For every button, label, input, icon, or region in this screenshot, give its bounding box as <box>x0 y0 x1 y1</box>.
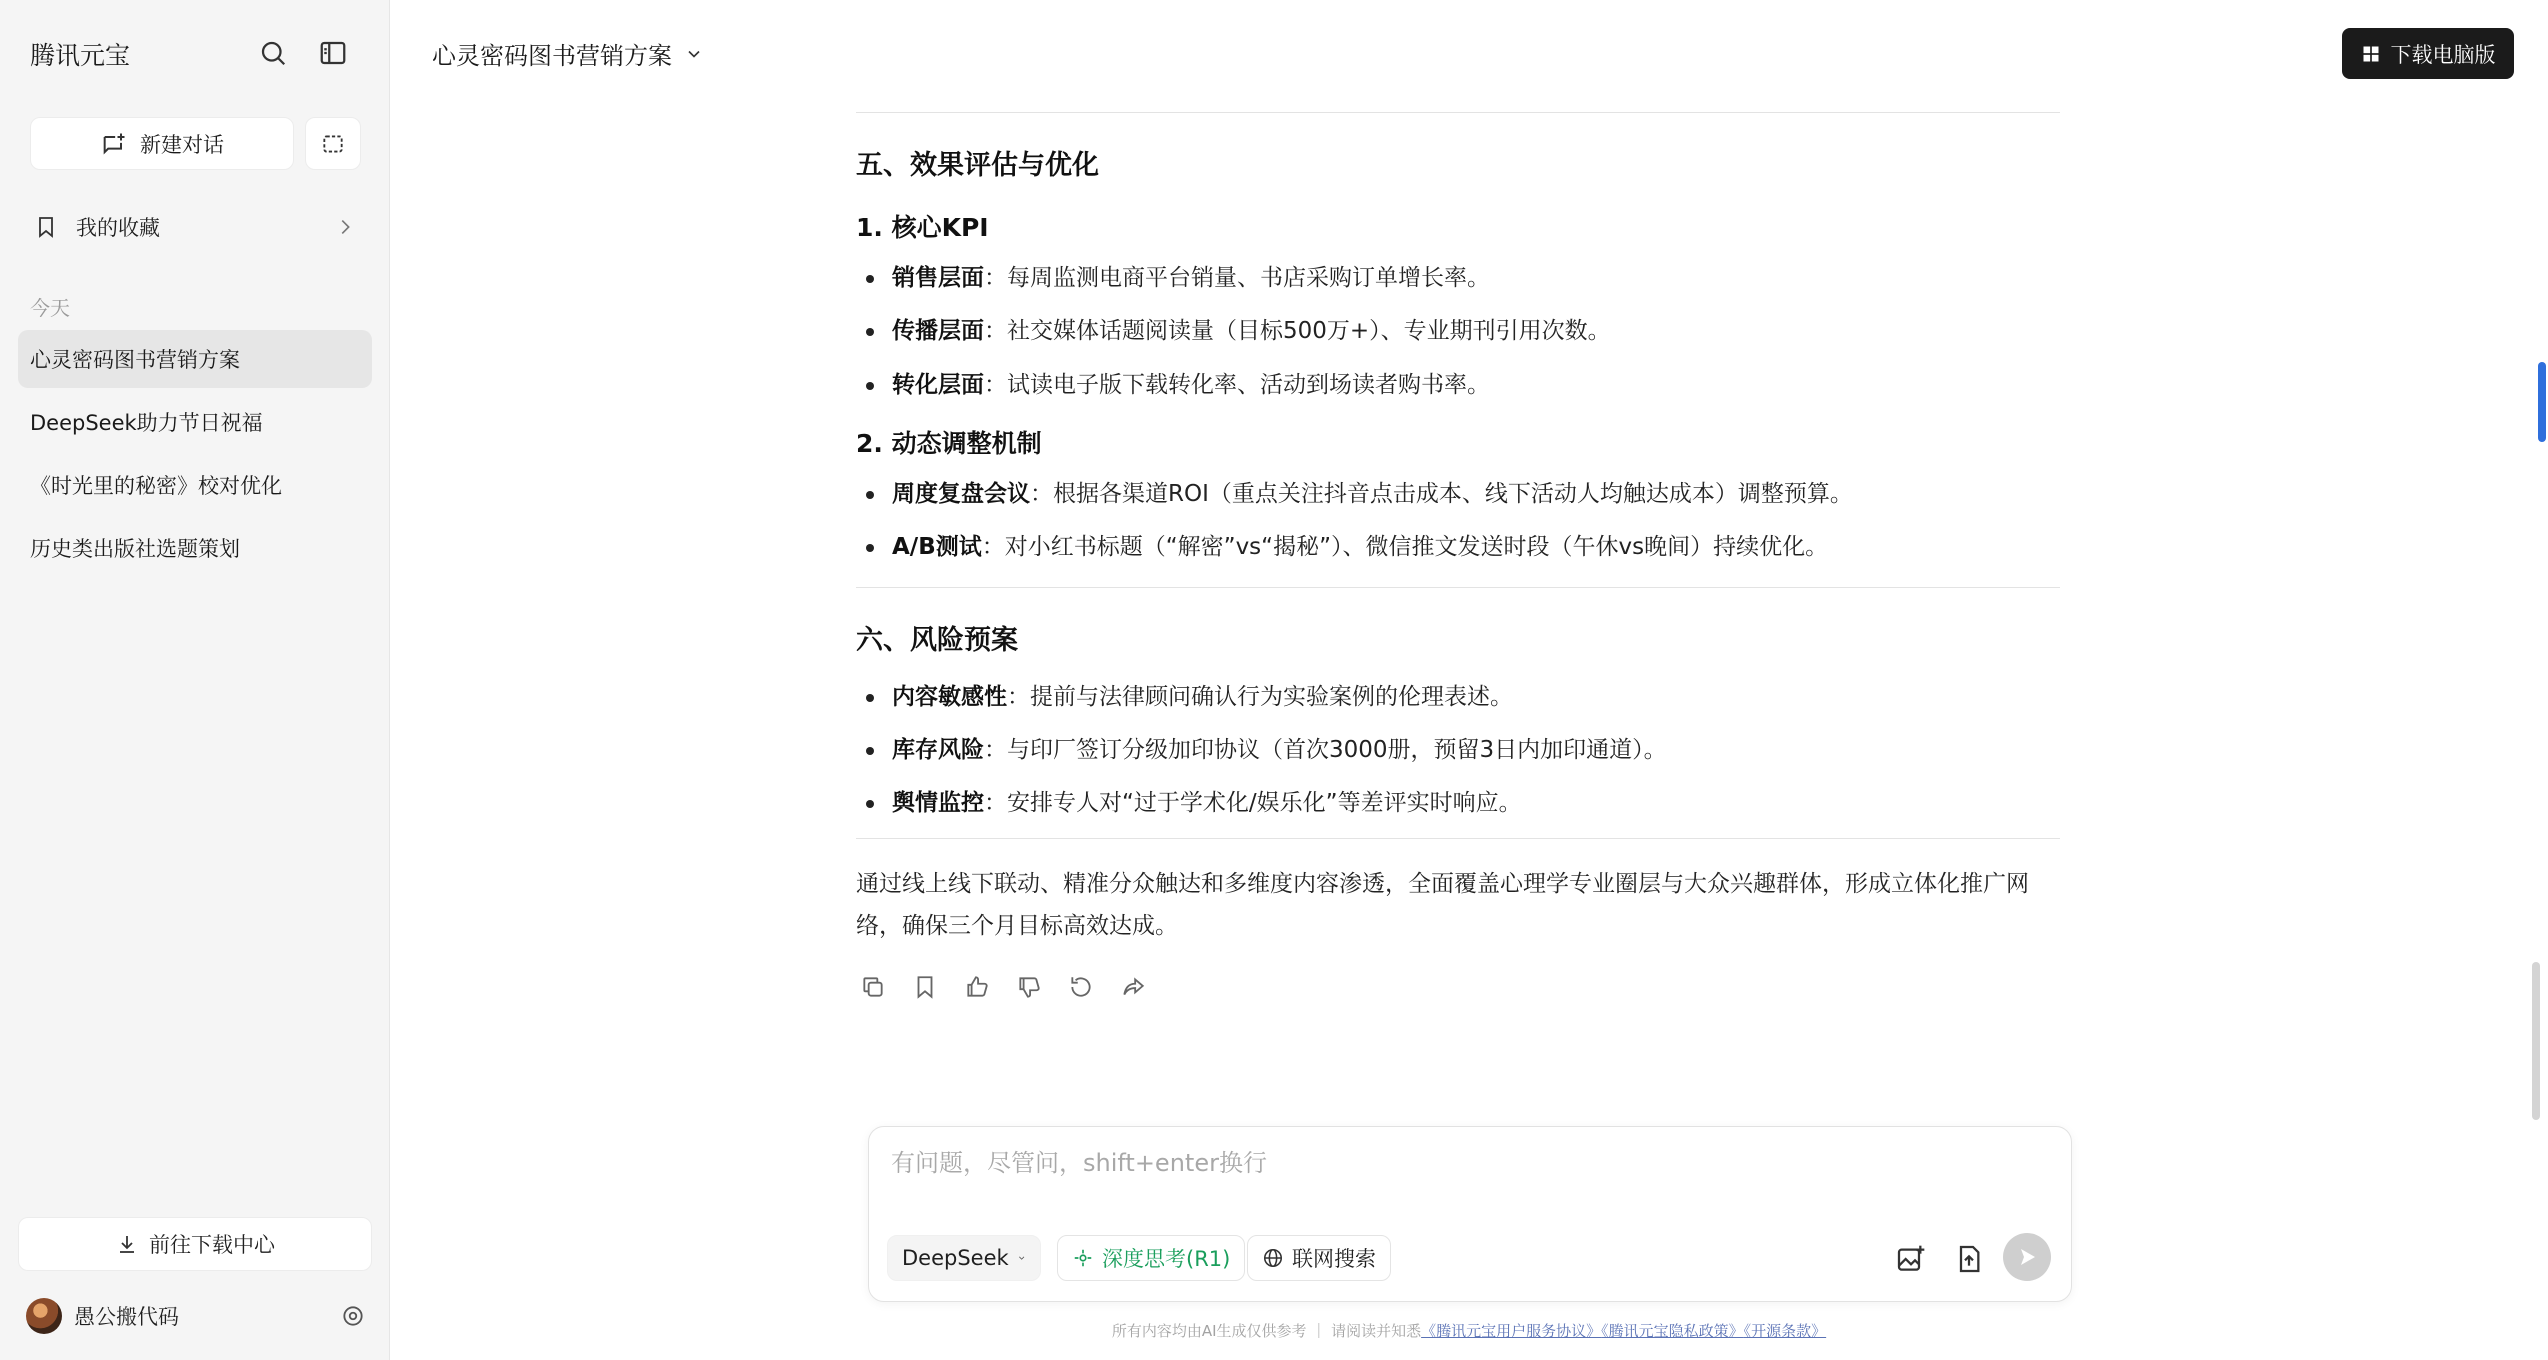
history-item-label: 心灵密码图书营销方案 <box>30 348 240 372</box>
bullet-text: ：安排专人对“过于学术化/娱乐化”等差评实时响应。 <box>984 790 1522 817</box>
list-item <box>856 312 2060 351</box>
thumbs-down-icon[interactable] <box>1016 974 1042 1000</box>
bookmark-icon[interactable] <box>912 974 938 1000</box>
list-item <box>856 366 2060 405</box>
bookmark-icon <box>34 215 58 239</box>
download-pc-label: 下载电脑版 <box>2390 42 2496 67</box>
subsection-heading: 1. 核心KPI <box>856 212 989 242</box>
divider <box>856 838 2060 839</box>
list-item <box>856 731 2060 770</box>
bullet-text: ：社交媒体话题阅读量（目标500万+）、专业期刊引用次数。 <box>984 318 1611 345</box>
summary-paragraph: 通过线上线下联动、精准分众触达和多维度内容渗透，全面覆盖心理学专业圈层与大众兴趣群体，形成立体化推广网络，确保三个月目标高效达成。 <box>856 870 2029 940</box>
chevron-down-icon <box>684 44 704 64</box>
bullet-text: ：提前与法律顾问确认行为实验案例的伦理表述。 <box>1007 684 1513 711</box>
history-item-label: 历史类出版社选题策划 <box>30 537 240 561</box>
favorites-label: 我的收藏 <box>76 216 160 240</box>
download-center-label: 前往下载中心 <box>149 1233 275 1257</box>
bullet-label: 内容敏感性 <box>892 684 1007 711</box>
bullet-label: 舆情监控 <box>892 790 984 817</box>
regenerate-icon[interactable] <box>1068 974 1094 1000</box>
bullet-text: ：每周监测电商平台销量、书店采购订单增长率。 <box>984 265 1490 292</box>
bullet-text: ：根据各渠道ROI（重点关注抖音点击成本、线下活动人均触达成本）调整预算。 <box>1030 481 1853 508</box>
deep-think-toggle[interactable] <box>1057 1235 1245 1281</box>
user-name: 愚公搬代码 <box>74 1305 179 1329</box>
new-chat-label: 新建对话 <box>140 132 224 157</box>
screenshot-button[interactable] <box>305 117 361 170</box>
download-center-button[interactable] <box>18 1217 372 1271</box>
history-item-label: 《时光里的秘密》校对优化 <box>30 474 282 498</box>
search-icon[interactable] <box>256 36 290 70</box>
bullet-label: 传播层面 <box>892 318 984 345</box>
history-item-label: DeepSeek助力节日祝福 <box>30 411 263 435</box>
conversation-title: 心灵密码图书营销方案 <box>432 42 672 70</box>
service-agreement-link[interactable]: 《腾讯元宝用户服务协议》 <box>1421 1322 1602 1340</box>
bullet-list <box>856 475 2060 567</box>
bullet-text: ：与印厂签订分级加印协议（首次3000册，预留3日内加印通道）。 <box>984 737 1667 764</box>
footer-note-text: 所有内容均由AI生成仅供参考 ｜ 请阅读并知悉 <box>1111 1322 1422 1340</box>
favorites-item[interactable] <box>18 204 370 250</box>
bullet-label: 销售层面 <box>892 265 984 292</box>
bullet-list <box>856 259 2060 404</box>
deep-think-label: 深度思考(R1) <box>1102 1247 1231 1271</box>
list-item <box>856 528 2060 567</box>
screenshot-icon <box>320 131 346 157</box>
subsection-heading: 2. 动态调整机制 <box>856 428 1042 458</box>
sidebar-toggle-icon[interactable] <box>316 36 350 70</box>
section-heading: 五、效果评估与优化 <box>856 150 1099 181</box>
new-chat-icon <box>100 130 128 158</box>
bullet-text: ：对小红书标题（“解密”vs“揭秘”）、微信推文发送时段（午休vs晚间）持续优化。 <box>981 534 1829 561</box>
sidebar <box>0 0 390 1360</box>
brand-title: 腾讯元宝 <box>30 41 131 70</box>
send-icon <box>2015 1245 2039 1269</box>
footer-disclaimer <box>0 1320 2548 1341</box>
section-heading: 六、风险预案 <box>856 625 1018 657</box>
copy-icon[interactable] <box>860 974 886 1000</box>
image-upload-icon[interactable] <box>1895 1243 1927 1275</box>
download-pc-button[interactable] <box>2342 28 2514 79</box>
message-input[interactable] <box>891 1143 1991 1183</box>
conversation-title-dropdown[interactable] <box>432 36 704 71</box>
new-chat-button[interactable] <box>30 117 294 170</box>
web-search-label: 联网搜索 <box>1292 1247 1376 1271</box>
model-select[interactable] <box>887 1235 1041 1281</box>
history-item[interactable] <box>18 393 372 451</box>
open-source-link[interactable]: 《开源条款》 <box>1743 1322 1827 1340</box>
bullet-label: 转化层面 <box>892 371 984 398</box>
message-actions <box>856 974 2060 1000</box>
model-select-label: DeepSeek <box>902 1246 1009 1270</box>
list-item <box>856 678 2060 717</box>
web-search-toggle[interactable] <box>1247 1235 1391 1281</box>
history-section-today: 今天 <box>30 296 70 320</box>
download-icon <box>115 1232 139 1256</box>
file-upload-icon[interactable] <box>1953 1243 1985 1275</box>
divider <box>856 112 2060 113</box>
chevron-down-icon <box>1017 1247 1026 1269</box>
divider <box>856 587 2060 588</box>
windows-icon <box>2361 44 2381 64</box>
list-item <box>856 259 2060 298</box>
assistant-message <box>856 112 2060 1000</box>
history-item[interactable] <box>18 330 372 388</box>
privacy-policy-link[interactable]: 《腾讯元宝隐私政策》 <box>1601 1322 1744 1340</box>
scroll-position-marker[interactable] <box>2538 362 2546 442</box>
list-item <box>856 784 2060 823</box>
history-item[interactable] <box>18 456 372 514</box>
bullet-label: 库存风险 <box>892 737 984 764</box>
history-list <box>18 330 372 582</box>
bullet-text: ：试读电子版下载转化率、活动到场读者购书率。 <box>984 371 1490 398</box>
history-item[interactable] <box>18 519 372 577</box>
bullet-list <box>856 678 2060 823</box>
scrollbar-thumb[interactable] <box>2532 962 2540 1120</box>
bullet-label: 周度复盘会议 <box>892 481 1030 508</box>
composer <box>868 1126 2072 1302</box>
bullet-label: A/B测试 <box>892 534 982 561</box>
deep-think-icon <box>1072 1247 1094 1269</box>
thumbs-up-icon[interactable] <box>964 974 990 1000</box>
send-button[interactable] <box>2003 1233 2051 1281</box>
share-icon[interactable] <box>1120 974 1146 1000</box>
chevron-right-icon <box>334 216 356 238</box>
list-item <box>856 475 2060 514</box>
globe-icon <box>1262 1247 1284 1269</box>
